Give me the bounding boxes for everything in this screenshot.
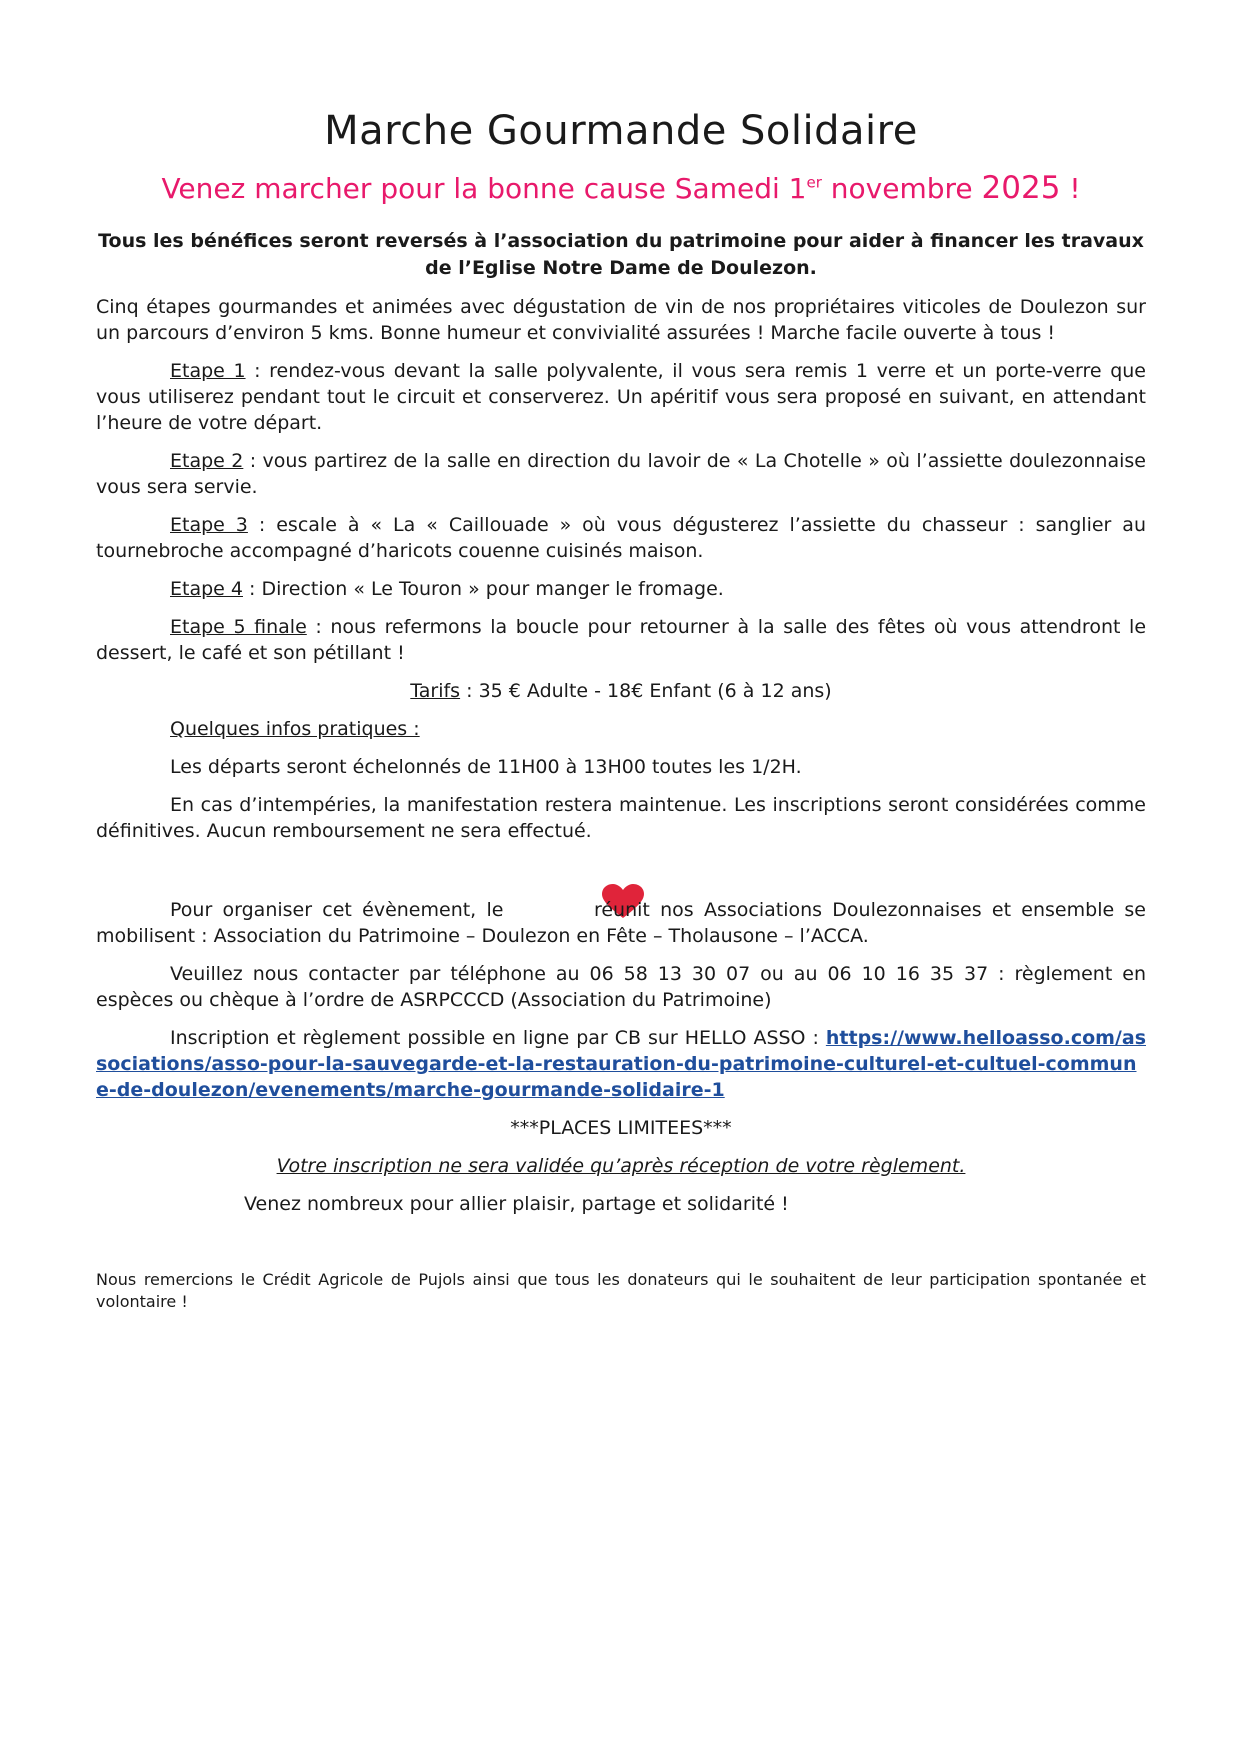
helloasso-link[interactable]: https://www.helloasso.com/associations/asso-pour-la-sauvegarde-et-la-restauration-du-patrimoine-culturel-et-cultuel-commune-de-doulezon/evenements/marche-gourmande-solidaire-1 <box>96 1027 1146 1101</box>
page-title: Marche Gourmande Solidaire <box>324 108 918 154</box>
inscription-text: Inscription et règlement possible en ligne par CB sur HELLO ASSO : <box>170 1027 826 1049</box>
step-label: Etape 4 <box>170 578 243 600</box>
organise-paragraph <box>96 884 1146 949</box>
infos-title <box>96 716 1146 742</box>
tarifs <box>96 678 1146 704</box>
step-1 <box>96 358 1146 436</box>
subtitle-text-2: novembre <box>821 172 982 205</box>
subtitle-end: ! <box>1060 172 1081 205</box>
places-limitees: ***PLACES LIMITEES*** <box>510 1117 732 1139</box>
validation-text: Votre inscription ne sera validée qu’après réception de votre règlement. <box>276 1155 966 1177</box>
step-label: Etape 3 <box>170 514 248 536</box>
intro-paragraph: Cinq étapes gourmandes et animées avec dégustation de vin de nos propriétaires viticoles de Doulezon sur un parcours d’environ 5 kms. Bonne humeur et convivialité assurées ! Marche facile ouverte à tous ! <box>96 296 1146 344</box>
subtitle-text: Venez marcher pour la bonne cause Samedi 1 <box>161 172 807 205</box>
step-2 <box>96 448 1146 500</box>
step-text: : rendez-vous devant la salle polyvalente, il vous sera remis 1 verre et un porte-verre que vous utiliserez pendant tout le circuit et conserverez. Un apéritif vous sera proposé en suivant, en attendant l’heure de votre départ. <box>96 360 1146 434</box>
infos-title-text: Quelques infos pratiques : <box>170 718 420 740</box>
validation-note <box>96 1153 1146 1179</box>
heart-icon <box>514 884 584 920</box>
subtitle-year: 2025 <box>981 170 1061 206</box>
document-page <box>96 108 1146 1325</box>
thanks-note: Nous remercions le Crédit Agricole de Pujols ainsi que tous les donateurs qui le souhaitent de leur participation spontanée et volontaire ! <box>96 1270 1146 1311</box>
step-text: : Direction « Le Touron » pour manger le fromage. <box>242 578 724 600</box>
info-departures: Les départs seront échelonnés de 11H00 à 13H00 toutes les 1/2H. <box>170 756 802 778</box>
subtitle-sup: er <box>806 173 822 192</box>
step-4 <box>96 576 1146 602</box>
step-text: : vous partirez de la salle en direction du lavoir de « La Chotelle » où l’assiette doulezonnaise vous sera servie. <box>96 450 1146 498</box>
organise-text: Pour organiser cet évènement, le <box>170 899 514 921</box>
organise-text-2: réunit nos Associations Doulezonnaises et ensemble se mobilisent : Association du Patrimoine – Doulezon en Fête – Tholausone – l’ACCA. <box>96 899 1147 947</box>
event-subtitle <box>96 170 1146 206</box>
contact-paragraph: Veuillez nous contacter par téléphone au 06 58 13 30 07 ou au 06 10 16 35 37 : règlement en espèces ou chèque à l’ordre de ASRPCCCD (Association du Patrimoine) <box>96 963 1146 1011</box>
step-text: : escale à « La « Caillouade » où vous dégusterez l’assiette du chasseur : sanglier au tournebroche accompagné d’haricots couenne cuisinés maison. <box>96 514 1146 562</box>
step-label: Etape 5 finale <box>170 616 307 638</box>
closing-line: Venez nombreux pour allier plaisir, partage et solidarité ! <box>244 1193 789 1215</box>
step-label: Etape 1 <box>170 360 246 382</box>
tarifs-text: : 35 € Adulte - 18€ Enfant (6 à 12 ans) <box>460 680 832 702</box>
info-weather: En cas d’intempéries, la manifestation restera maintenue. Les inscriptions seront considérées comme définitives. Aucun remboursement ne sera effectué. <box>96 794 1146 842</box>
step-text: : nous refermons la boucle pour retourner à la salle des fêtes où vous attendront le dessert, le café et son pétillant ! <box>96 616 1147 664</box>
step-label: Etape 2 <box>170 450 244 472</box>
lead-paragraph: Tous les bénéfices seront reversés à l’association du patrimoine pour aider à financer les travaux de l’Eglise Notre Dame de Doulezon. <box>98 230 1144 279</box>
inscription-paragraph <box>96 1025 1146 1103</box>
tarifs-label: Tarifs <box>410 680 461 702</box>
step-5 <box>96 614 1146 666</box>
step-3 <box>96 512 1146 564</box>
